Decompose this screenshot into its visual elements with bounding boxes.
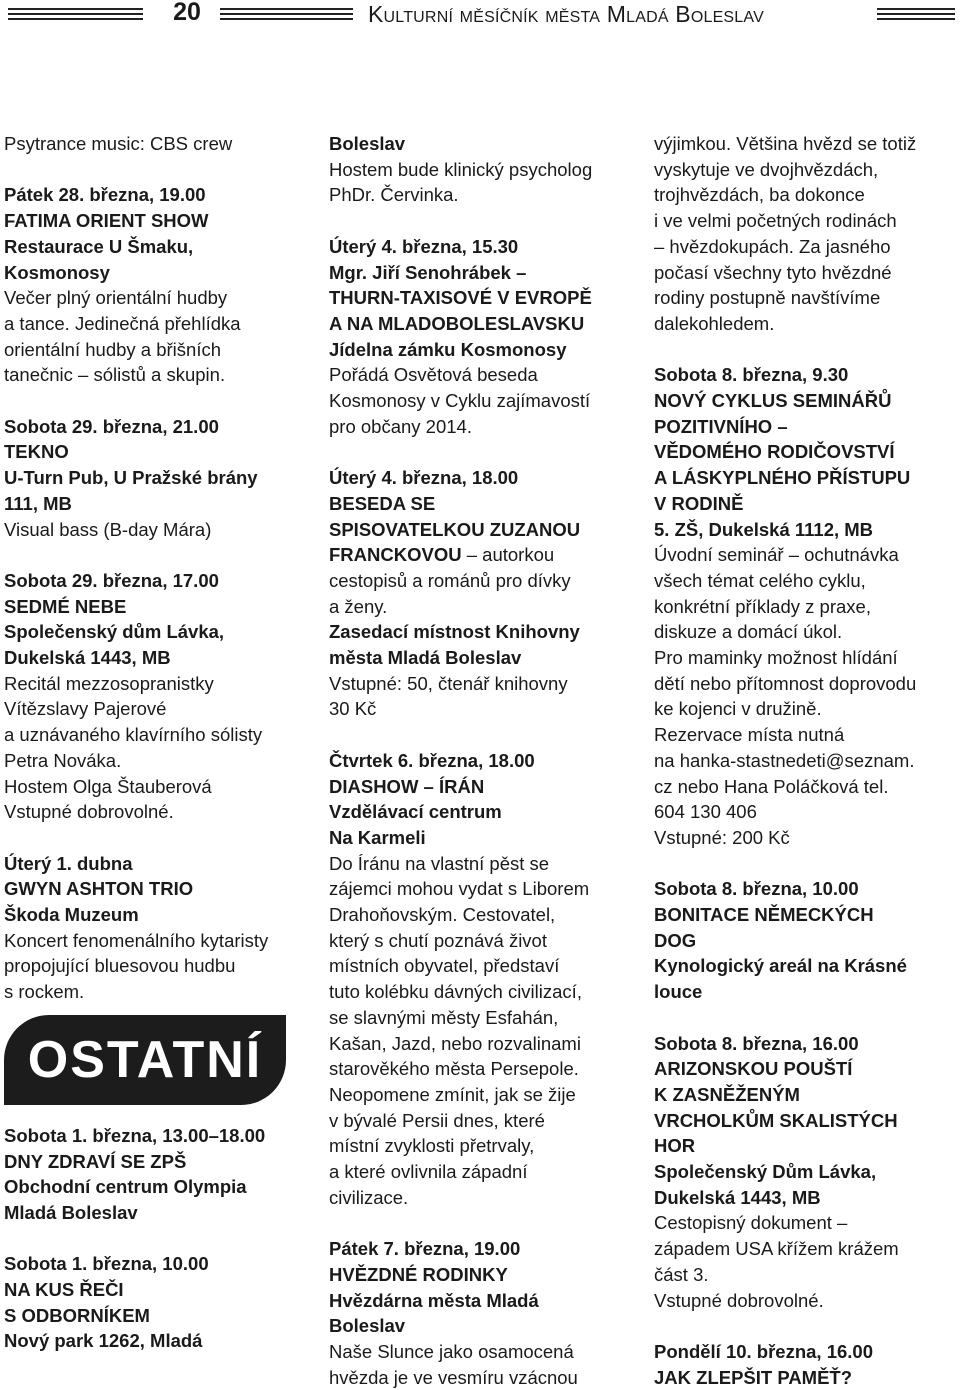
text-line: Rezervace místa nutná <box>654 724 845 746</box>
paragraph-gap <box>654 1005 956 1031</box>
event-heading-line: NA KUS ŘEČI <box>4 1279 124 1301</box>
event-heading-line: BONITACE NĚMECKÝCH <box>654 904 874 926</box>
text-line: diskuze a domácí úkol. <box>654 621 843 643</box>
text-column-3 <box>654 131 956 1390</box>
text-line: který s chutí poznává život <box>329 929 547 951</box>
text-line: propojující bluesovou hudbu <box>4 955 236 977</box>
event-heading-line: Sobota 1. března, 10.00 <box>4 1253 209 1275</box>
paragraph-gap <box>329 722 641 748</box>
text-line: Kosmonosy v Cyklu zajímavostí <box>329 390 591 412</box>
text-line: pro občany 2014. <box>329 415 472 437</box>
event-heading-line: TEKNO <box>4 441 69 463</box>
section-banner: OSTATNÍ <box>4 1015 286 1105</box>
event-heading-line: Úterý 4. března, 15.30 <box>329 235 519 257</box>
text-line: Vstupné dobrovolné. <box>654 1289 824 1311</box>
paragraph-gap <box>654 1313 956 1339</box>
event-heading-line: S ODBORNÍKEM <box>4 1304 150 1326</box>
event-heading-line: Pátek 28. března, 19.00 <box>4 184 206 206</box>
text-line: Pro maminky možnost hlídání <box>654 647 898 669</box>
event-heading-line: HVĚZDNÉ RODINKY <box>329 1263 508 1285</box>
event-heading-line: SPISOVATELKOU ZUZANOU <box>329 518 581 540</box>
event-heading-line: Společenský dům Lávka, <box>4 621 225 643</box>
text-line: Vstupné: 200 Kč <box>654 826 790 848</box>
event-heading-line: FATIMA ORIENT SHOW <box>4 210 209 232</box>
text-line: Do Íránu na vlastní pěst se <box>329 852 550 874</box>
event-heading-line: Mgr. Jiří Senohrábek – <box>329 261 527 283</box>
event-heading-line: Mladá Boleslav <box>4 1201 138 1223</box>
text-line: Cestopisný dokument – <box>654 1212 848 1234</box>
text-line: místních obyvatel, představí <box>329 955 560 977</box>
text-line: Kašan, Jazd, nebo rozvalinami <box>329 1032 581 1054</box>
text-line: Hostem Olga Štauberová <box>4 775 212 797</box>
paragraph-gap <box>4 1226 304 1252</box>
event-heading-line: THURN-TAXISOVÉ V EVROPĚ <box>329 287 592 309</box>
text-line: počasí všechny tyto hvězdné <box>654 261 892 283</box>
page-header <box>0 0 960 34</box>
event-heading-line: Obchodní centrum Olympia <box>4 1176 247 1198</box>
text-line: trojhvězdách, ba dokonce <box>654 184 865 206</box>
event-heading-line: Kynologický areál na Krásné <box>654 955 907 977</box>
event-heading-line: Kosmonosy <box>4 261 110 283</box>
text-line: a uznávaného klavírního sólisty <box>4 724 263 746</box>
text-line: všech témat celého cyklu, <box>654 569 866 591</box>
event-heading-line: Sobota 29. března, 17.00 <box>4 569 219 591</box>
text-line: Vstupné dobrovolné. <box>4 801 174 823</box>
text-line: orientální hudby a břišních <box>4 338 221 360</box>
event-heading-line: louce <box>654 981 703 1003</box>
text-line: západem USA křížem krážem <box>654 1238 899 1260</box>
text-line: Úvodní seminář – ochutnávka <box>654 544 899 566</box>
event-heading-line: U-Turn Pub, U Pražské brány <box>4 467 258 489</box>
event-heading-line: Restaurace U Šmaku, <box>4 235 194 257</box>
text-line: tuto kolébku dávných civilizací, <box>329 981 582 1003</box>
header-rule-right <box>877 8 955 22</box>
event-heading-line: 5. ZŠ, Dukelská 1112, MB <box>654 518 874 540</box>
text-line: se slavnými městy Esfahán, <box>329 1006 559 1028</box>
text-line: Pořádá Osvětová beseda <box>329 364 538 386</box>
event-heading-line: 111, MB <box>4 492 72 514</box>
text-line: Petra Nováka. <box>4 749 122 771</box>
event-heading-line: města Mladá Boleslav <box>329 647 522 669</box>
text-line: PhDr. Červinka. <box>329 184 459 206</box>
text-line: Drahoňovským. Cestovatel, <box>329 904 556 926</box>
text-line: cestopisů a románů pro dívky <box>329 569 571 591</box>
event-heading-line: DOG <box>654 929 697 951</box>
paragraph-gap <box>329 439 641 465</box>
paragraph-gap <box>4 542 304 568</box>
event-heading-line: Sobota 8. března, 10.00 <box>654 878 859 900</box>
event-heading-line: Jídelna zámku Kosmonosy <box>329 338 567 360</box>
text-line: Vstupné: 50, čtenář knihovny <box>329 672 568 694</box>
event-heading-line: GWYN ASHTON TRIO <box>4 878 194 900</box>
text-line: dětí nebo přítomnost doprovodu <box>654 672 917 694</box>
text-line: a ženy. <box>329 595 388 617</box>
event-heading-line: VĚDOMÉHO RODIČOVSTVÍ <box>654 441 895 463</box>
text-line: místní zvyklosti přetrvaly, <box>329 1135 535 1157</box>
event-heading-line: V RODINĚ <box>654 492 744 514</box>
text-line: – hvězdokupách. Za jasného <box>654 235 891 257</box>
text-line: Visual bass (B-day Mára) <box>4 518 212 540</box>
paragraph-gap <box>654 851 956 877</box>
text-line: a které ovlivnila západní <box>329 1161 528 1183</box>
event-heading-line: Dukelská 1443, MB <box>4 647 171 669</box>
event-title-part: FRANCKOVOU <box>329 544 462 566</box>
paragraph-gap <box>4 825 304 851</box>
event-heading-line: Škoda Muzeum <box>4 904 139 926</box>
event-heading-line: Sobota 8. března, 16.00 <box>654 1032 859 1054</box>
text-column-2 <box>329 131 641 1390</box>
event-heading-line: Vzdělávací centrum <box>329 801 502 823</box>
paragraph-gap <box>654 337 956 363</box>
text-line: civilizace. <box>329 1186 409 1208</box>
event-heading-line: HOR <box>654 1135 696 1157</box>
text-line: Neopomene zmínit, jak se žije <box>329 1083 576 1105</box>
text-column-1 <box>4 131 304 1354</box>
event-heading-line: Sobota 8. března, 9.30 <box>654 364 849 386</box>
text-line: cz nebo Hana Poláčková tel. <box>654 775 889 797</box>
text-line: vyskytuje ve dvojhvězdách, <box>654 158 879 180</box>
text-part: – autorkou <box>461 544 555 566</box>
event-heading-line: Úterý 4. března, 18.00 <box>329 467 519 489</box>
event-heading-line: JAK ZLEPŠIT PAMĚŤ? <box>654 1366 853 1388</box>
page-number: 20 <box>173 0 201 26</box>
event-heading-line: Pondělí 10. března, 16.00 <box>654 1340 874 1362</box>
event-heading-line: Nový park 1262, Mladá <box>4 1330 203 1352</box>
event-heading-line: A NA MLADOBOLESLAVSKU <box>329 312 585 334</box>
paragraph-gap <box>4 157 304 183</box>
text-line: konkrétní příklady z praxe, <box>654 595 871 617</box>
event-heading-line: Dukelská 1443, MB <box>654 1186 821 1208</box>
event-heading-line: DNY ZDRAVÍ SE ZPŠ <box>4 1150 187 1172</box>
event-heading-line: Na Karmeli <box>329 826 426 848</box>
text-line: Hostem bude klinický psycholog <box>329 158 593 180</box>
event-heading-line: Společenský Dům Lávka, <box>654 1161 877 1183</box>
event-heading-line: VRCHOLKŮM SKALISTÝCH <box>654 1109 898 1131</box>
text-line: na hanka-stastnedeti@seznam. <box>654 749 915 771</box>
event-heading-line: Sobota 1. března, 13.00–18.00 <box>4 1124 266 1146</box>
text-line: Psytrance music: CBS crew <box>4 133 233 154</box>
paragraph-gap <box>329 208 641 234</box>
event-heading-line: DIASHOW – ÍRÁN <box>329 775 485 797</box>
event-heading-line: Úterý 1. dubna <box>4 852 133 874</box>
event-heading-line: Pátek 7. března, 19.00 <box>329 1238 521 1260</box>
event-heading-line: Čtvrtek 6. března, 18.00 <box>329 749 535 771</box>
event-heading-line: POZITIVNÍHO – <box>654 415 788 437</box>
event-heading-line <box>329 542 641 568</box>
event-heading-line: BESEDA SE <box>329 492 436 514</box>
text-line: a tance. Jedinečná přehlídka <box>4 312 241 334</box>
event-heading-line: NOVÝ CYKLUS SEMINÁŘŮ <box>654 390 892 412</box>
text-line: s rockem. <box>4 981 85 1003</box>
text-line: v bývalé Persii dnes, které <box>329 1109 545 1131</box>
text-line: rodiny postupně navštívíme <box>654 287 881 309</box>
event-heading-line: Zasedací místnost Knihovny <box>329 621 580 643</box>
text-line: výjimkou. Většina hvězd se totiž <box>654 133 917 154</box>
text-line: 604 130 406 <box>654 801 757 823</box>
event-heading-line: K ZASNĚŽENÝM <box>654 1083 800 1105</box>
text-line: Naše Slunce jako osamocená <box>329 1340 574 1362</box>
text-line: i ve velmi početných rodinách <box>654 210 897 232</box>
text-line: Recitál mezzosopranistky <box>4 672 214 694</box>
text-line: hvězda je ve vesmíru vzácnou <box>329 1366 578 1388</box>
text-line: starověkého města Persepole. <box>329 1058 579 1080</box>
event-heading-line: Hvězdárna města Mladá <box>329 1289 539 1311</box>
event-heading-line: ARIZONSKOU POUŠTÍ <box>654 1058 853 1080</box>
magazine-title: Kulturní měsíčník města Mladá Boleslav <box>368 1 764 27</box>
event-heading-line: Boleslav <box>329 133 406 154</box>
paragraph-gap <box>4 388 304 414</box>
event-heading-line: SEDMÉ NEBE <box>4 595 127 617</box>
text-line: Koncert fenomenálního kytaristy <box>4 929 269 951</box>
text-line: Vítězslavy Pajerové <box>4 698 167 720</box>
event-heading-line: A LÁSKYPLNÉHO PŘÍSTUPU <box>654 467 911 489</box>
text-line: ke kojenci v družině. <box>654 698 822 720</box>
text-line: zájemci mohou vydat s Liborem <box>329 878 590 900</box>
event-heading-line: Sobota 29. března, 21.00 <box>4 415 219 437</box>
text-line: část 3. <box>654 1263 709 1285</box>
event-heading-line: Boleslav <box>329 1315 406 1337</box>
text-line: 30 Kč <box>329 698 377 720</box>
header-rule-middle <box>220 8 353 22</box>
paragraph-gap <box>329 1210 641 1236</box>
text-line: Večer plný orientální hudby <box>4 287 228 309</box>
header-rule-left <box>8 8 143 22</box>
text-line: dalekohledem. <box>654 312 775 334</box>
text-line: tanečnic – sólistů a skupin. <box>4 364 226 386</box>
